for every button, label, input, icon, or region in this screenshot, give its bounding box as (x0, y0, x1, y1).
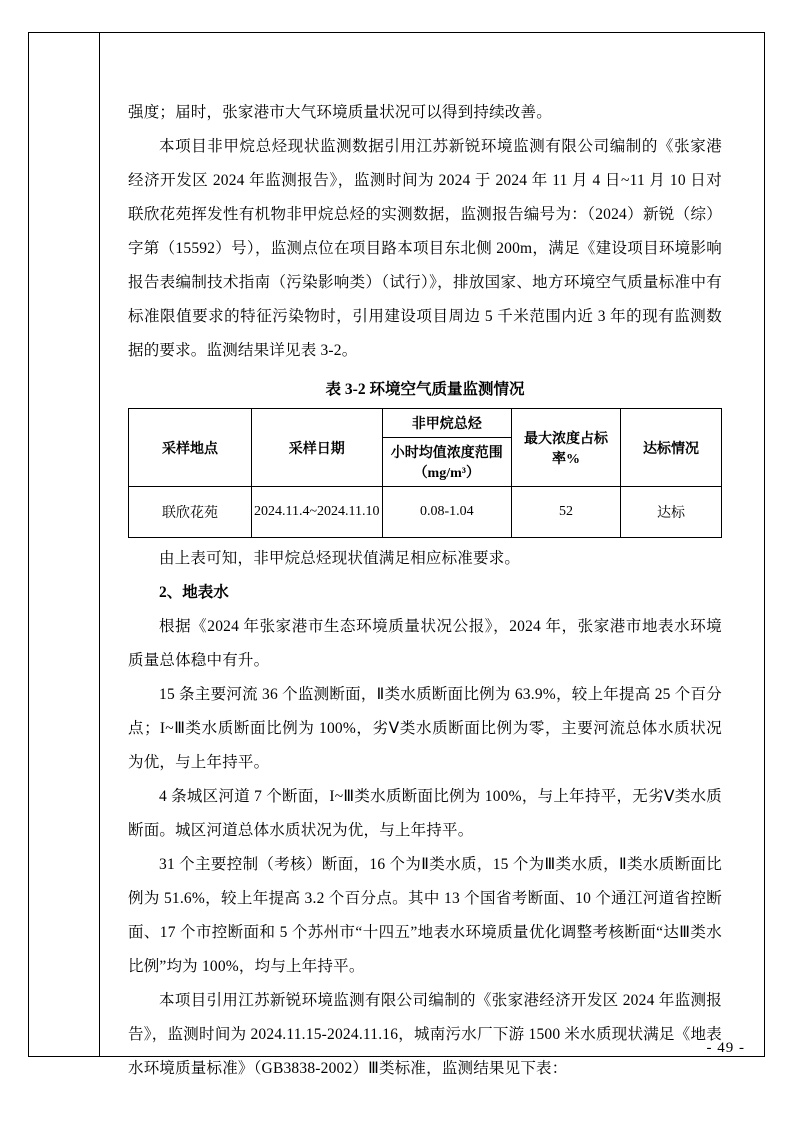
cell-compliance: 达标 (621, 487, 722, 538)
paragraph-nmhc-monitoring: 本项目非甲烷总烃现状监测数据引用江苏新锐环境监测有限公司编制的《张家港经济开发区 2024 年监测报告》，监测时间为 2024 于 2024 年 11 月 4 日~11 月 10 日对联欣花苑挥发性有机物非甲烷总烃的实测数据，监测报告编号为：（2024）新锐（综）字第（15592）号），监测点位在项目路本项目东北侧 200m，满足《建设项目环境影响报告表编制技术指南（污染影响类）（试行）》，排放国家、地方环境空气质量标准中有标准限值要求的特征污染物时，引用建设项目周边 5 千米范围内近 3 年的现有监测数据的要求。监测结果详见表 3-2。 (128, 138, 722, 359)
margin-rule (99, 32, 100, 1057)
paragraph-water-bulletin: 根据《2024 年张家港市生态环境质量状况公报》，2024 年，张家港市地表水环境质量总体稳中有升。 (128, 618, 722, 669)
paragraph-table-conclusion: 由上表可知，非甲烷总烃现状值满足相应标准要求。 (159, 550, 521, 567)
paragraph-continuation: 强度；届时，张家港市大气环境质量状况可以得到持续改善。 (128, 104, 552, 121)
header-pollutant: 非甲烷总烃 (382, 409, 511, 438)
cell-sample-date: 2024.11.4~2024.11.10 (252, 487, 383, 538)
cell-concentration: 0.08-1.04 (382, 487, 511, 538)
air-quality-monitoring-table (128, 408, 722, 538)
paragraph-urban-channels: 4 条城区河道 7 个断面，I~Ⅲ类水质断面比例为 100%，与上年持平，无劣Ⅴ类水质断面。城区河道总体水质状况为优，与上年持平。 (128, 788, 722, 839)
paragraph-main-rivers: 15 条主要河流 36 个监测断面，Ⅱ类水质断面比例为 63.9%，较上年提高 25 个百分点；I~Ⅲ类水质断面比例为 100%，劣Ⅴ类水质断面比例为零，主要河流总体水质状况为优，与上年持平。 (128, 686, 722, 771)
table-caption: 表 3-2 环境空气质量监测情况 (325, 381, 525, 398)
table-header-row (129, 409, 722, 438)
header-max-ratio: 最大浓度占标率% (512, 409, 621, 487)
header-sample-date: 采样日期 (252, 409, 383, 487)
header-sample-site: 采样地点 (129, 409, 252, 487)
paragraph-project-monitoring: 本项目引用江苏新锐环境监测有限公司编制的《张家港经济开发区 2024 年监测报告》，监测时间为 2024.11.15-2024.11.16，城南污水厂下游 1500 米水质现状满足《地表水环境质量标准》（GB3838-2002）Ⅲ类标准，监测结果见下表： (128, 992, 722, 1077)
section-heading-surface-water: 2、地表水 (159, 584, 229, 601)
paragraph-control-sections: 31 个主要控制（考核）断面，16 个为Ⅱ类水质，15 个为Ⅲ类水质，Ⅱ类水质断面比例为 51.6%，较上年提高 3.2 个百分点。其中 13 个国省考断面、10 个通江河道省控断面、17 个市控断面和 5 个苏州市“十四五”地表水环境质量优化调整考核断面“达Ⅲ类水比例”均为 100%，均与上年持平。 (128, 856, 722, 975)
cell-sample-site: 联欣花苑 (129, 487, 252, 538)
page-number: - 49 - (706, 1040, 745, 1056)
header-compliance: 达标情况 (621, 409, 722, 487)
page-content (128, 96, 722, 1086)
table-row (129, 487, 722, 538)
cell-max-ratio: 52 (512, 487, 621, 538)
header-pollutant-range: 小时均值浓度范围（mg/m³） (382, 438, 511, 487)
